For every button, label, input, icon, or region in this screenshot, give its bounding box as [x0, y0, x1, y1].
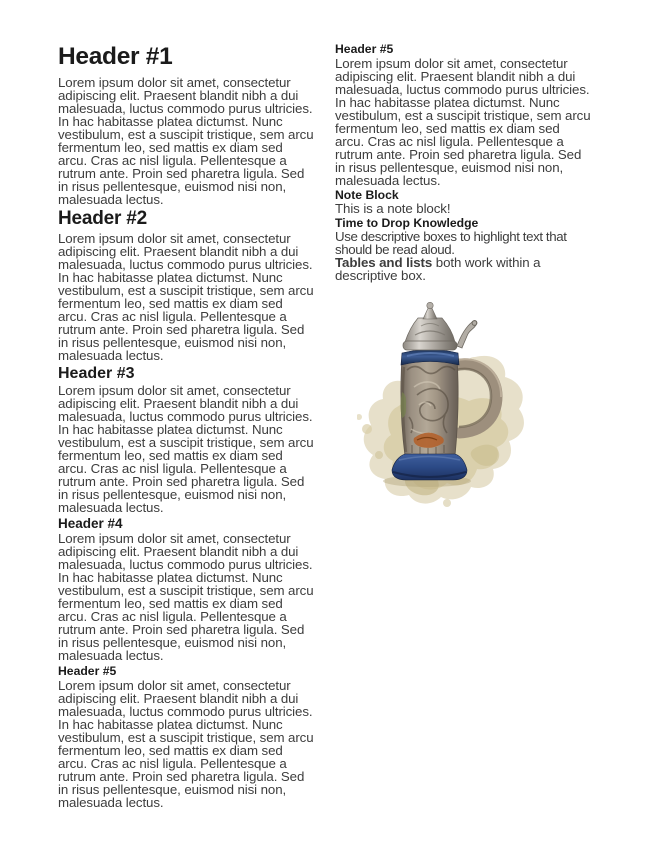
tables-lists-bold: Tables and lists [335, 255, 433, 270]
paragraph-lorem: Lorem ipsum dolor sit amet, consectetur adipiscing elit. Praesent blandit nibh a dui malesuada, luctus commodo purus ultricies. In hac habitasse platea dictumst. Nunc vestibulum, est a suscipit tristique, sem arcu fermentum leo, sed mattis ex diam sed arcu. Cras ac nisl ligula. Pellentesque a rutrum ante. Proin sed pharetra ligula. Sed in risus pellentesque, euismod nisi non, malesuada lectus. [58, 231, 314, 363]
paragraph-lorem: Lorem ipsum dolor sit amet, consectetur adipiscing elit. Praesent blandit nibh a dui malesuada, luctus commodo purus ultricies. In hac habitasse platea dictumst. Nunc vestibulum, est a suscipit tristique, sem arcu fermentum leo, sed mattis ex diam sed arcu. Cras ac nisl ligula. Pellentesque a rutrum ante. Proin sed pharetra ligula. Sed in risus pellentesque, euismod nisi non, malesuada lectus. [58, 678, 314, 810]
knowledge-text: Use descriptive boxes to highlight text that should be read aloud. [335, 229, 567, 257]
stein-image [357, 297, 530, 510]
stein-base [392, 454, 467, 480]
header-3: Header #3 [58, 365, 135, 382]
header-1: Header #1 [58, 43, 173, 70]
tables-lists-rest: both work within a descriptive box. [335, 255, 541, 283]
left-column [58, 43, 314, 809]
paragraph-lorem: Lorem ipsum dolor sit amet, consectetur adipiscing elit. Praesent blandit nibh a dui malesuada, luctus commodo purus ultricies. In hac habitasse platea dictumst. Nunc vestibulum, est a suscipit tristique, sem arcu fermentum leo, sed mattis ex diam sed arcu. Cras ac nisl ligula. Pellentesque a rutrum ante. Proin sed pharetra ligula. Sed in risus pellentesque, euismod nisi non, malesuada lectus. [335, 56, 591, 188]
lid-finial [427, 302, 433, 308]
paragraph-lorem: Lorem ipsum dolor sit amet, consectetur adipiscing elit. Praesent blandit nibh a dui malesuada, luctus commodo purus ultricies. In hac habitasse platea dictumst. Nunc vestibulum, est a suscipit tristique, sem arcu fermentum leo, sed mattis ex diam sed arcu. Cras ac nisl ligula. Pellentesque a rutrum ante. Proin sed pharetra ligula. Sed in risus pellentesque, euismod nisi non, malesuada lectus. [58, 75, 314, 207]
header-5-left: Header #5 [58, 664, 117, 678]
note-block-text: This is a note block! [335, 201, 451, 216]
note-block-label: Note Block [335, 188, 399, 202]
paragraph-lorem: Lorem ipsum dolor sit amet, consectetur adipiscing elit. Praesent blandit nibh a dui malesuada, luctus commodo purus ultricies. In hac habitasse platea dictumst. Nunc vestibulum, est a suscipit tristique, sem arcu fermentum leo, sed mattis ex diam sed arcu. Cras ac nisl ligula. Pellentesque a rutrum ante. Proin sed pharetra ligula. Sed in risus pellentesque, euismod nisi non, malesuada lectus. [58, 383, 314, 515]
tables-lists-text [335, 256, 592, 282]
header-4: Header #4 [58, 516, 123, 531]
paragraph-lorem: Lorem ipsum dolor sit amet, consectetur adipiscing elit. Praesent blandit nibh a dui malesuada, luctus commodo purus ultricies. In hac habitasse platea dictumst. Nunc vestibulum, est a suscipit tristique, sem arcu fermentum leo, sed mattis ex diam sed arcu. Cras ac nisl ligula. Pellentesque a rutrum ante. Proin sed pharetra ligula. Sed in risus pellentesque, euismod nisi non, malesuada lectus. [58, 531, 314, 663]
header-2: Header #2 [58, 208, 148, 229]
right-column [335, 43, 592, 282]
thumb-lever [457, 321, 477, 348]
header-5-right: Header #5 [335, 42, 394, 56]
knowledge-label: Time to Drop Knowledge [335, 216, 479, 230]
stein-lid [403, 302, 457, 350]
